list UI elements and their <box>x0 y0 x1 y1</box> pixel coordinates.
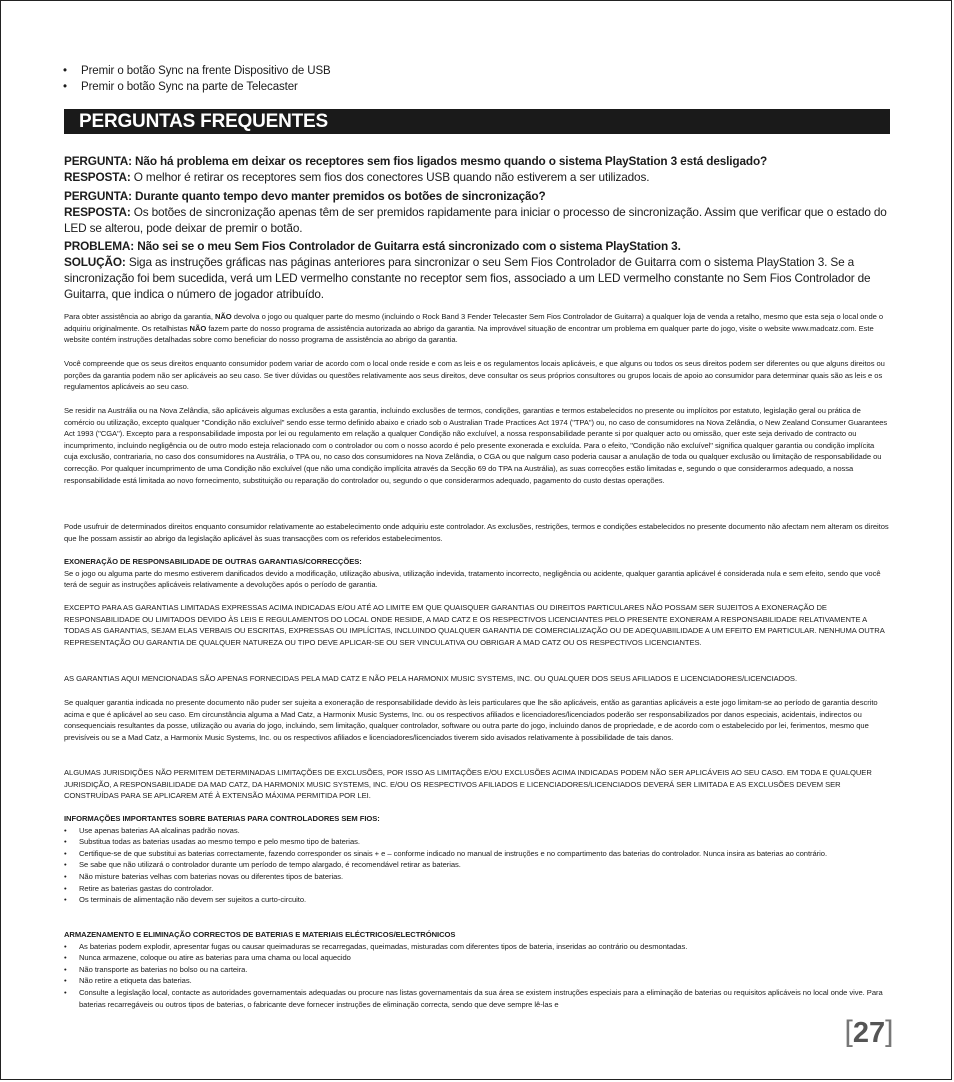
faq-answer: RESPOSTA: O melhor é retirar os receptores sem fios dos conectores USB quando não estiverem a ser utilizados. <box>64 170 650 184</box>
australia-nz-paragraph: Se residir na Austrália ou na Nova Zelândia, são aplicáveis algumas exclusões a esta garantia, incluindo exclusões de termos, condições, garantias e termos estabelecidos no presente ou implícitos por estatuto, legislação geral ou prática de comércio ou utilização, excepto qualquer "Condição não excluível" sendo esse termo definido abaixo e criado sob o Australian Trade Practices Act 1974 ("TPA") ou, no caso de consumidores na Nova Zelândia, o New Zealand Consumer Guarantees Act 1993 ("CGA"). Excepto para a responsabilidade imposta por lei ou regulamento em relação a qualquer Condição não excluível, a nossa responsabilidade perante si por qualquer acto ou omissão, quer este seja derivado de contracto ou incumprimento, incluindo negligência ou de outro modo esteja relacionado com o controlador ou com o nosso acordo é pelo presente exonerada e excluída. Para o efeito, "Condição não excluível" significa qualquer garantia ou condição implícita cuja exclusão, contrariaria, no caso dos consumidores na Austrália, o TPA ou, no caso dos consumidores na Nova Zelândia, o CGA ou que nalgum caso poderia causar a anulação de toda ou qualquer exclusão ou limitação de responsabilidade ou correcção. Por qualquer incumprimento de uma Condição não excluível (que não uma condição implícita através da Secção 69 do TPA na Austrália), as suas correcções estão limitadas e, segundo o que considerarmos adequado, a nossa responsabilidade está limitada ao novo fornecimento, substituição ou reparação do controlador ou, segundo o que considerarmos adequado, pagamento do custo destas operações. <box>64 406 888 485</box>
faq-item <box>64 153 890 185</box>
consumer-rights-paragraph: Você compreende que os seus direitos enquanto consumidor podem variar de acordo com o local onde reside e com as leis e os regulamentos locais aplicáveis, e que alguns ou todos os seus direitos podem ser diferentes ou que alguns direitos ou porções da garantia podem não ser aplicáveis ao seu caso. Se tiver dúvidas ou questões relativamente aos seus direitos, deve consultar os seus próprios consultores ou grupos locais de apoio ao consumidor para determinar quais são as leis e os regulamentos aplicáveis ao seu caso. <box>64 359 885 392</box>
bullet-icon: • <box>64 895 67 905</box>
sync-instructions-list <box>63 63 331 95</box>
warranty-service-paragraph: Para obter assistência ao abrigo da garantia, NÃO devolva o jogo ou qualquer parte do mesmo (incluindo o Rock Band 3 Fender Telecaster Sem Fios Controlador de Guitarra) a qualquer loja de venda a retalho, mesmo que esta seja o local onde o adquiriu originalmente. Os retalhistas NÃO fazem parte do nosso programa de assistência autorizada ao abrigo da garantia. Na improvável situação de encontrar um problema em qualquer parte do jogo, visite o website www.madcatz.com. Este website contém instruções detalhadas sobre como beneficiar do nosso programa de assistência ao abrigo da garantia. <box>64 312 884 345</box>
battery-disposal-section <box>64 929 890 1010</box>
list-item: • Premir o botão Sync na frente Dispositivo de USB <box>63 65 331 77</box>
retailer-rights-paragraph: Pode usufruir de determinados direitos enquanto consumidor relativamente ao estabelecimento onde adquiriu este controlador. As exclusões, restrições, termos e condições estabelecidos no presente documento não afectam nem alteram os direitos que lhe possam assistir ao abrigo da legislação aplicável às suas transacções com os referidos estabelecimentos. <box>64 522 889 543</box>
battery-disposal-title: ARMAZENAMENTO E ELIMINAÇÃO CORRECTOS DE BATERIAS E MATERIAIS ELÉCTRICOS/ELECTRÓNICOS <box>64 930 456 939</box>
disclaimer-paragraph: Se o jogo ou alguma parte do mesmo estiverem danificados devido a modificação, utilização abusiva, utilização indevida, tratamento incorrecto, negligência ou acidente, qualquer garantia aplicável é considerada nula e sem efeito, sendo que você terá de seguir as instruções aplicáveis relativamente a devoluções após o período de garantia. <box>64 568 881 590</box>
list-item: • Não transporte as baterias no bolso ou na carteira. <box>64 964 248 974</box>
list-item: • Consulte a legislação local, contacte as autoridades governamentais adequadas ou procure nas listas governamentais da sua área se existem instruções especiais para a eliminação de baterias ou requisitos aplicáveis no local onde vive. Para baterias recarregáveis ou outros tipos de baterias, o fabricante deve fornecer instruções de eliminação correcta, sendo que deve sempre lê-las e <box>64 987 883 1009</box>
faq-answer: SOLUÇÃO: Siga as instruções gráficas nas páginas anteriores para sincronizar o seu Sem Fios Controlador de Guitarra com o sistema PlayStation 3. Se a sincronização foi bem sucedida, verá um LED vermelho constante no receptor sem fios, associado a um LED vermelho constante no Sem Fios Controlador de Guitarra, que indica o número de jogador atribuído. <box>64 255 871 301</box>
list-item: • Se sabe que não utilizará o controlador durante um período de tempo alargado, é recomendável retirar as baterias. <box>64 860 461 870</box>
page-number <box>844 1015 894 1049</box>
bullet-icon: • <box>64 837 67 847</box>
bullet-icon: • <box>64 860 67 870</box>
battery-info-title: INFORMAÇÕES IMPORTANTES SOBRE BATERIAS PARA CONTROLADORES SEM FIOS: <box>64 814 380 823</box>
list-item: • Os terminais de alimentação não devem ser sujeitos a curto-circuito. <box>64 895 307 905</box>
list-item: • Nunca armazene, coloque ou atire as baterias para uma chama ou local aquecido <box>64 953 351 963</box>
faq-question: PROBLEMA: Não sei se o meu Sem Fios Controlador de Guitarra está sincronizado com o sistema PlayStation 3. <box>64 239 681 253</box>
faq-question: PERGUNTA: Não há problema em deixar os receptores sem fios ligados mesmo quando o sistema PlayStation 3 está desligado? <box>64 154 768 168</box>
list-item: • Não misture baterias velhas com baterias novas ou diferentes tipos de baterias. <box>64 871 344 881</box>
disclaimer-title: EXONERAÇÃO DE RESPONSABILIDADE DE OUTRAS GARANTIAS/CORRECÇÕES: <box>64 557 362 566</box>
list-item: • As baterias podem explodir, apresentar fugas ou causar queimaduras se recarregadas, queimadas, misturadas com diferentes tipos de bateria, inseridas ao contrário ou desmontadas. <box>64 941 688 951</box>
section-title: PERGUNTAS FREQUENTES <box>64 109 890 134</box>
list-item: • Use apenas baterias AA alcalinas padrão novas. <box>64 825 240 835</box>
liability-limit-paragraph: Se qualquer garantia indicada no presente documento não puder ser sujeita a exoneração de responsabilidade devido às leis particulares que lhe são aplicáveis, então as garantias aplicáveis a este jogo limitam-se ao período de garantia descrito acima e que é aplicável ao seu caso. Em circunstância alguma a Mad Catz, a Harmonix Music Systems, Inc. ou os respectivos afiliados e licenciadores/licenciados poderão ser responsabilizados por danos especiais, acidentais, indirectos ou consequenciais resultantes da posse, utilização ou avaria do jogo, incluindo, sem limitação, qualquer controlador, software ou outra parte do jogo, incluindo danos de propriedade, e de acordo com o estabelecido por lei, ferimentos, mesmo que previsíveis ou se a Mad Catz, a Harmonix Music Systems, Inc. ou os respectivos afiliados e licenciadores/licenciados tiverem sido avisados relativamente à possibilidade de tais danos. <box>64 698 878 742</box>
madcatz-only-paragraph: AS GARANTIAS AQUI MENCIONADAS SÃO APENAS FORNECIDAS PELA MAD CATZ E NÃO PELA HARMONIX MUSIC SYSTEMS, INC. OU QUALQUER DOS SEUS AFILIADOS E LICENCIADORES/LICENCIADOS. <box>64 674 798 683</box>
bracket-right: ] <box>885 1015 894 1048</box>
bullet-icon: • <box>63 81 67 93</box>
bullet-icon: • <box>64 883 67 893</box>
faq-question: PERGUNTA: Durante quanto tempo devo manter premidos os botões de sincronização? <box>64 189 546 203</box>
bullet-icon: • <box>64 941 67 951</box>
bullet-icon: • <box>64 964 67 974</box>
disclaimer-section <box>64 556 890 591</box>
battery-disposal-list <box>64 941 890 1011</box>
list-item: • Premir o botão Sync na parte de Telecaster <box>63 81 298 93</box>
battery-info-section <box>64 813 890 906</box>
faq-item <box>64 238 890 302</box>
bullet-icon: • <box>64 825 67 835</box>
bullet-icon: • <box>64 953 67 963</box>
bullet-icon: • <box>64 848 67 858</box>
battery-info-list <box>64 825 890 906</box>
jurisdiction-paragraph: ALGUMAS JURISDIÇÕES NÃO PERMITEM DETERMINADAS LIMITAÇÕES DE EXCLUSÕES, POR ISSO AS LIMITAÇÕES E/OU EXCLUSÕES ACIMA INDICADAS PODEM NÃO SER APLICÁVEIS AO SEU CASO. EM TODA E QUALQUER JURISDIÇÃO, A RESPONSABILIDADE DA MAD CATZ, DA HARMONIX MUSIC SYSTEMS, INC. E/OU OS RESPECTIVOS AFILIADOS E LICENCIADORES/LICENCIADOS DEVERÁ SER LIMITADA E AS EXCLUSÕES DEVEM SER CONSTRUÍDAS PARA SE APLICAREM ATÉ À EXTENSÃO MÁXIMA PERMITIDA POR LEI. <box>64 768 872 801</box>
bullet-icon: • <box>63 65 67 77</box>
bullet-icon: • <box>64 871 67 881</box>
list-item: • Certifique-se de que substitui as baterias correctamente, fazendo corresponder os sinais + e – conforme indicado no manual de instruções e no compartimento das baterias do controlador. Nunca insira as baterias ao contrário. <box>64 848 828 858</box>
bullet-icon: • <box>64 987 67 997</box>
bracket-left: [ <box>844 1015 853 1048</box>
list-item: • Não retire a etiqueta das baterias. <box>64 976 192 986</box>
faq-item <box>64 188 890 236</box>
faq-answer: RESPOSTA: Os botões de sincronização apenas têm de ser premidos rapidamente para iniciar o processo de sincronização. Assim que verificar que o estado do LED se alterou, pode deixar de premir o botão. <box>64 205 887 235</box>
list-item: • Substitua todas as baterias usadas ao mesmo tempo e pelo mesmo tipo de baterias. <box>64 837 360 847</box>
list-item: • Retire as baterias gastas do controlador. <box>64 883 214 893</box>
bullet-icon: • <box>64 976 67 986</box>
page-number-value: 27 <box>852 1017 886 1049</box>
limited-warranty-paragraph: EXCEPTO PARA AS GARANTIAS LIMITADAS EXPRESSAS ACIMA INDICADAS E/OU ATÉ AO LIMITE EM QUE QUAISQUER GARANTIAS OU DIREITOS PARTICULARES NÃO POSSAM SER SUJEITOS A EXONERAÇÃO DE RESPONSABILIDADE OU LIMITADOS DEVIDO ÀS LEIS E REGULAMENTOS DO LOCAL ONDE RESIDE, A MAD CATZ E OS RESPECTIVOS LICENCIANTES PELO PRESENTE EXONERAM A RESPONSABILIDADE RELATIVAMENTE A TODAS AS GARANTIAS, SEJAM ELAS VERBAIS OU ESCRITAS, EXPRESSAS OU IMPLÍCITAS, INCLUINDO QUALQUER GARANTIA DE COMERCIALIZAÇÃO OU DE ADEQUABIILIDADE A UM EFEITO EM PARTICULAR. NENHUMA OUTRA REPRESENTAÇÃO OU GARANTIA DE QUALQUER NATUREZA OU TIPO DEVE APLICAR-SE OU SER VINCULATIVA OU OBRIGAR A MAD CATZ OU OS RESPECTIVOS LICENCIANTES. <box>64 603 885 647</box>
